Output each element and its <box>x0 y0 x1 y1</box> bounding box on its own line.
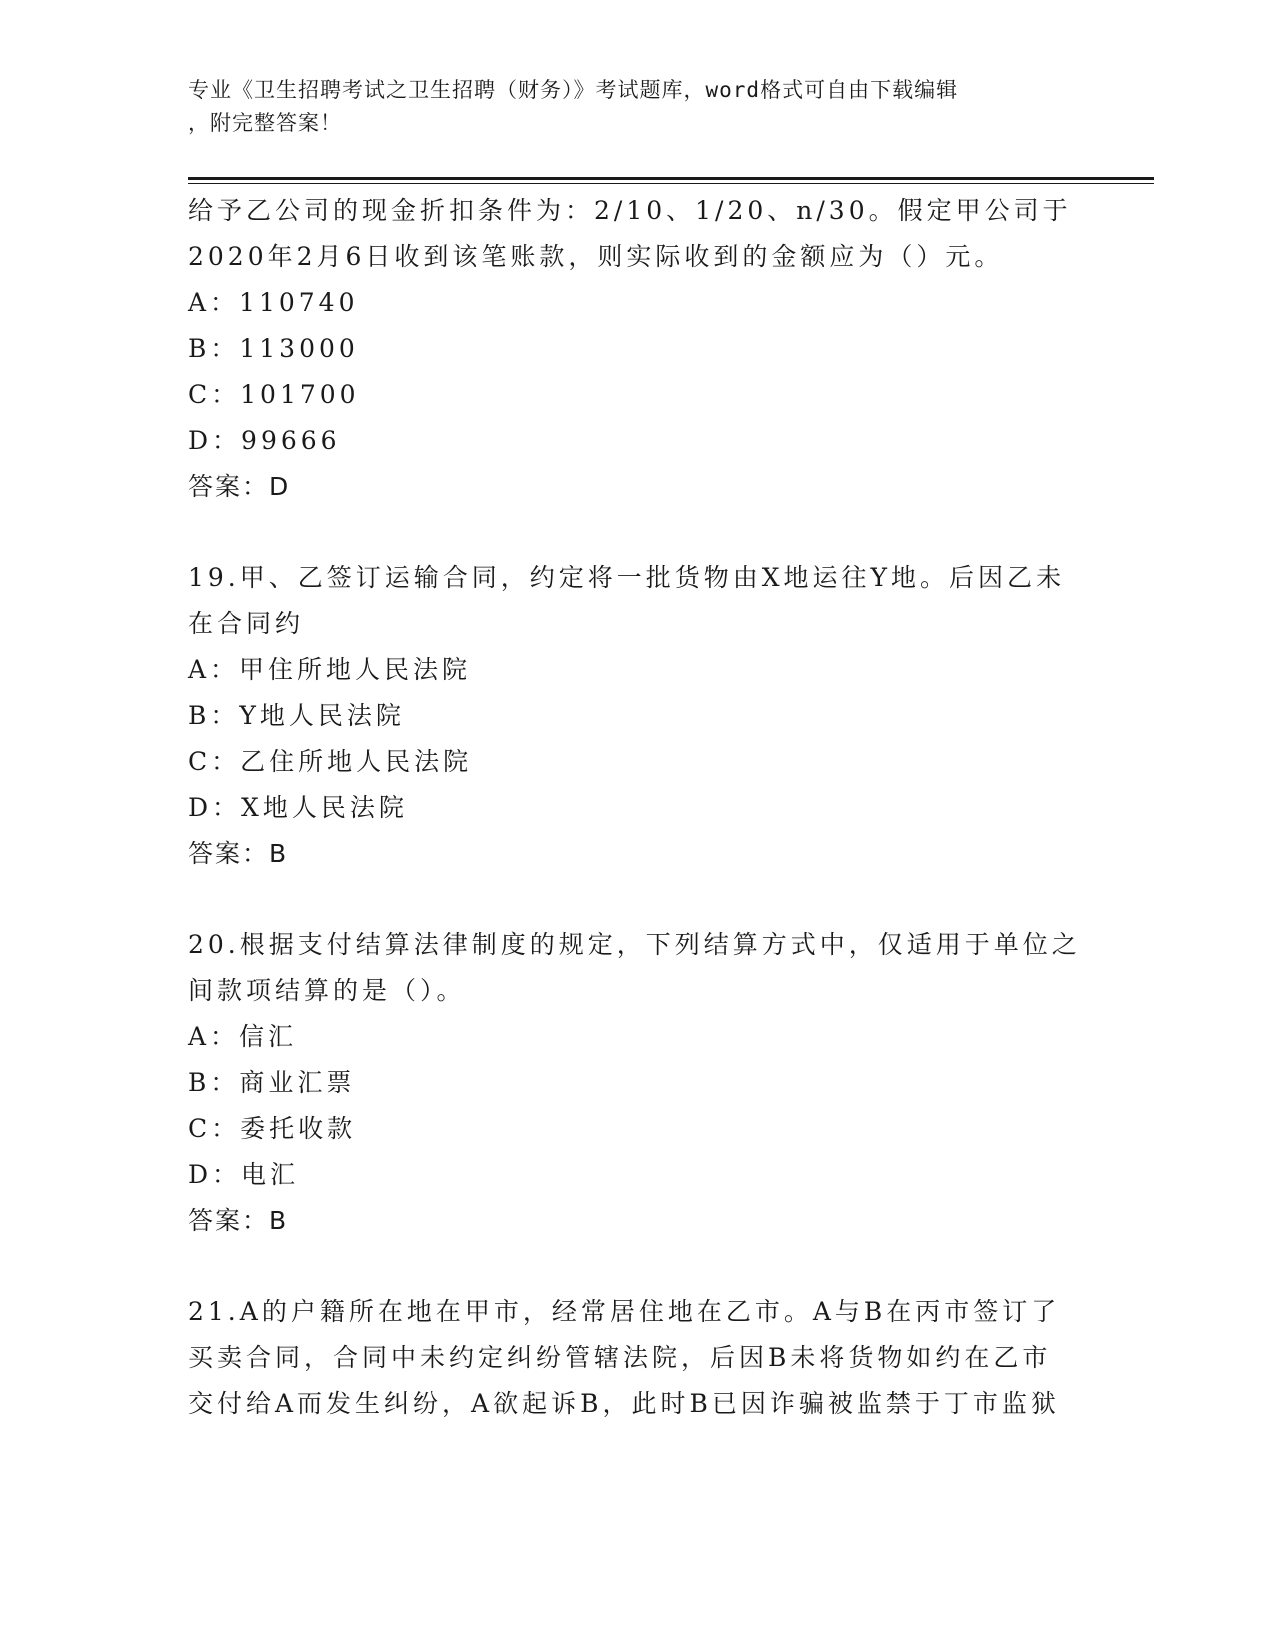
question-list <box>188 188 1088 1427</box>
header-line-2: ，附完整答案！ <box>188 111 342 135</box>
document-header <box>188 74 1068 140</box>
answer-line: 答案：B <box>188 1206 289 1235</box>
question-spacer <box>188 877 1088 922</box>
question-text-line: 给予乙公司的现金折扣条件为：2/10、1/20、n/30。假定甲公司于 <box>188 196 1072 225</box>
question-20 <box>188 922 1088 1244</box>
option-c: C：101700 <box>188 380 360 409</box>
option-a: A：甲住所地人民法院 <box>188 655 472 684</box>
question-21 <box>188 1289 1088 1427</box>
question-text-line: 在合同约 <box>188 609 305 638</box>
option-a: A：信汇 <box>188 1022 298 1051</box>
question-text-line: 买卖合同，合同中未约定纠纷管辖法院，后因B未将货物如约在乙市 <box>188 1343 1052 1372</box>
question-spacer <box>188 1244 1088 1289</box>
option-b: B：商业汇票 <box>188 1068 356 1097</box>
header-divider-thick <box>188 177 1154 180</box>
question-text-line: 21.A的户籍所在地在甲市，经常居住地在乙市。A与B在丙市签订了 <box>188 1297 1061 1326</box>
option-d: D：电汇 <box>188 1160 300 1189</box>
option-a: A：110740 <box>188 288 359 317</box>
option-c: C：乙住所地人民法院 <box>188 747 473 776</box>
question-text-line: 2020年2月6日收到该笔账款，则实际收到的金额应为（）元。 <box>188 242 1004 271</box>
option-d: D：99666 <box>188 426 341 455</box>
question-text-line: 20.根据支付结算法律制度的规定，下列结算方式中，仅适用于单位之 <box>188 930 1081 959</box>
option-d: D：X地人民法院 <box>188 793 408 822</box>
question-spacer <box>188 510 1088 555</box>
option-b: B：Y地人民法院 <box>188 701 405 730</box>
header-line-1: 专业《卫生招聘考试之卫生招聘（财务）》考试题库，word格式可自由下载编辑 <box>188 78 959 102</box>
option-b: B：113000 <box>188 334 359 363</box>
question-text-line: 19.甲、乙签订运输合同，约定将一批货物由X地运往Y地。后因乙未 <box>188 563 1066 592</box>
question-18 <box>188 188 1088 510</box>
answer-line: 答案：D <box>188 472 291 501</box>
question-text-line: 交付给A而发生纠纷，A欲起诉B，此时B已因诈骗被监禁于丁市监狱 <box>188 1389 1060 1418</box>
header-divider-thin <box>188 183 1154 184</box>
question-19 <box>188 555 1088 877</box>
option-c: C：委托收款 <box>188 1114 357 1143</box>
question-text-line: 间款项结算的是（）。 <box>188 976 466 1005</box>
answer-line: 答案：B <box>188 839 289 868</box>
